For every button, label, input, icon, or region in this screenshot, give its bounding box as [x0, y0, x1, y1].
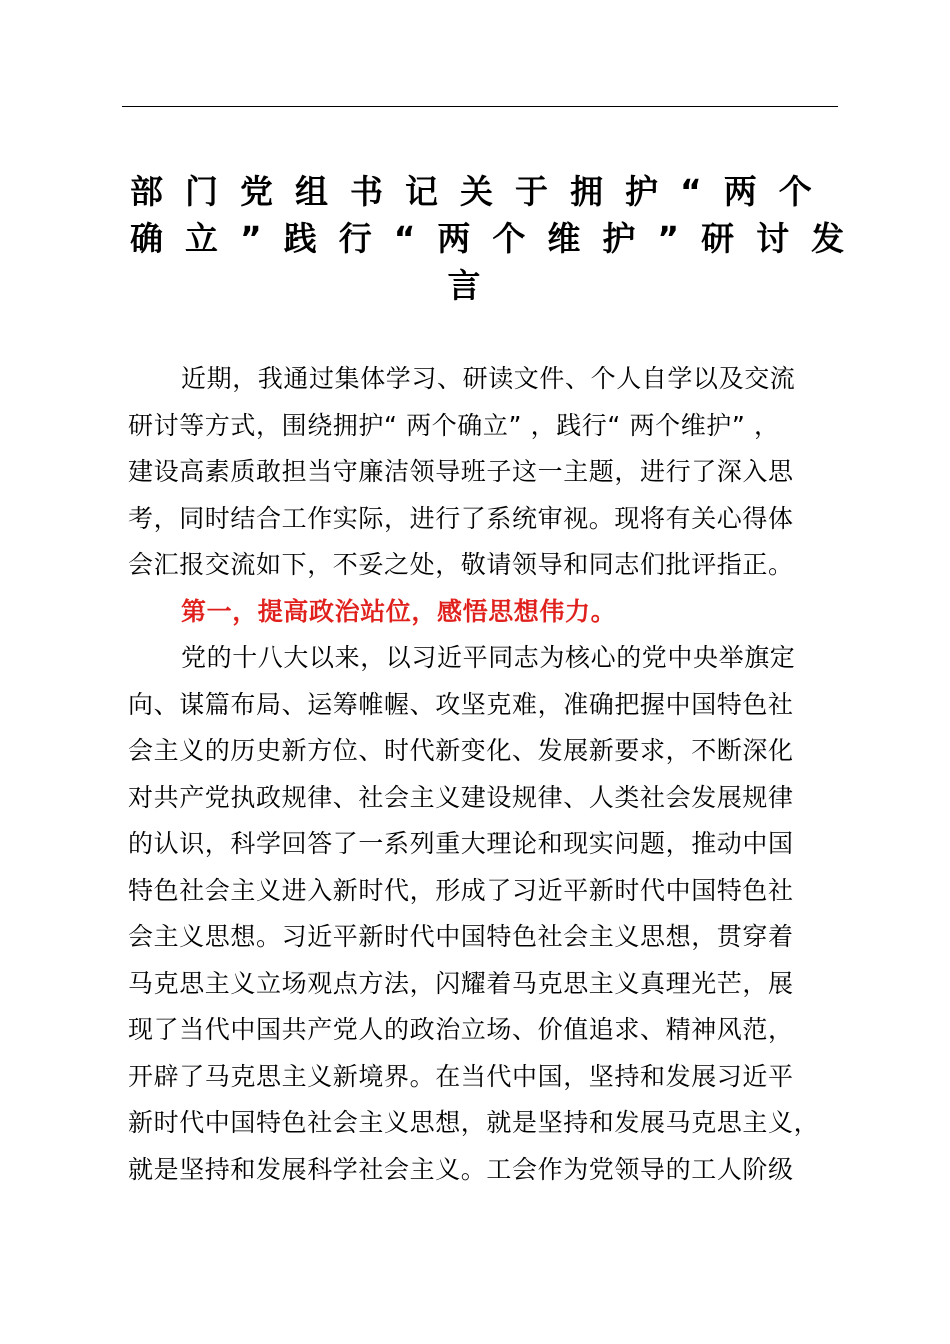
text-line: 会主义思想。习近平新时代中国特色社会主义思想，贯穿着 [128, 922, 794, 951]
text-line: 党的十八大以来，以习近平同志为核心的党中央举旗定 [181, 643, 796, 672]
text-line: 马克思主义立场观点方法，闪耀着马克思主义真理光芒，展 [128, 968, 794, 998]
text-line: 就是坚持和发展科学社会主义。工会作为党领导的工人阶级 [128, 1154, 794, 1184]
intro-paragraph [128, 356, 838, 589]
document-title [130, 168, 867, 309]
title-line: 部门党组书记关于拥护“两个 [130, 172, 834, 211]
text-line: 新时代中国特色社会主义思想，就是坚持和发展马克思主义， [128, 1108, 820, 1137]
text-line: 建设高素质敢担当守廉洁领导班子这一主题，进行了深入思 [128, 457, 794, 486]
text-line: 特色社会主义进入新时代，形成了习近平新时代中国特色社 [128, 875, 794, 905]
text-line: 开辟了马克思主义新境界。在当代中国，坚持和发展习近平 [128, 1061, 794, 1091]
text-line: 考，同时结合工作实际，进行了系统审视。现将有关心得体 [128, 503, 794, 533]
text-line: 现了当代中国共产党人的政治立场、价值追求、精神风范， [128, 1015, 794, 1044]
text-line: 的认识，科学回答了一系列重大理论和现实问题，推动中国 [128, 829, 794, 858]
text-line: 研讨等方式，围绕拥护“ 两个确立” ，践行“ 两个维护” ， [128, 410, 780, 440]
title-line: 言 [447, 266, 503, 305]
text-line: 会主义的历史新方位、时代新变化、发展新要求，不断深化 [128, 736, 794, 765]
text-line: 会汇报交流如下，不妥之处，敬请领导和同志们批评指正。 [128, 550, 794, 579]
body-paragraph [128, 635, 838, 1193]
text-line: 向、谋篇布局、运筹帷幄、攻坚克难，准确把握中国特色社 [128, 689, 794, 719]
title-line: 确立”践行“两个维护”研讨发 [130, 219, 867, 258]
text-line: 近期，我通过集体学习、研读文件、个人自学以及交流 [181, 364, 796, 393]
document-body [128, 356, 838, 1193]
section-heading [128, 589, 838, 636]
text-line: 对共产党执政规律、社会主义建设规律、人类社会发展规律 [128, 782, 794, 812]
section-heading-text: 第一，提高政治站位，感悟思想伟力。 [181, 596, 617, 626]
header-rule [122, 106, 838, 107]
